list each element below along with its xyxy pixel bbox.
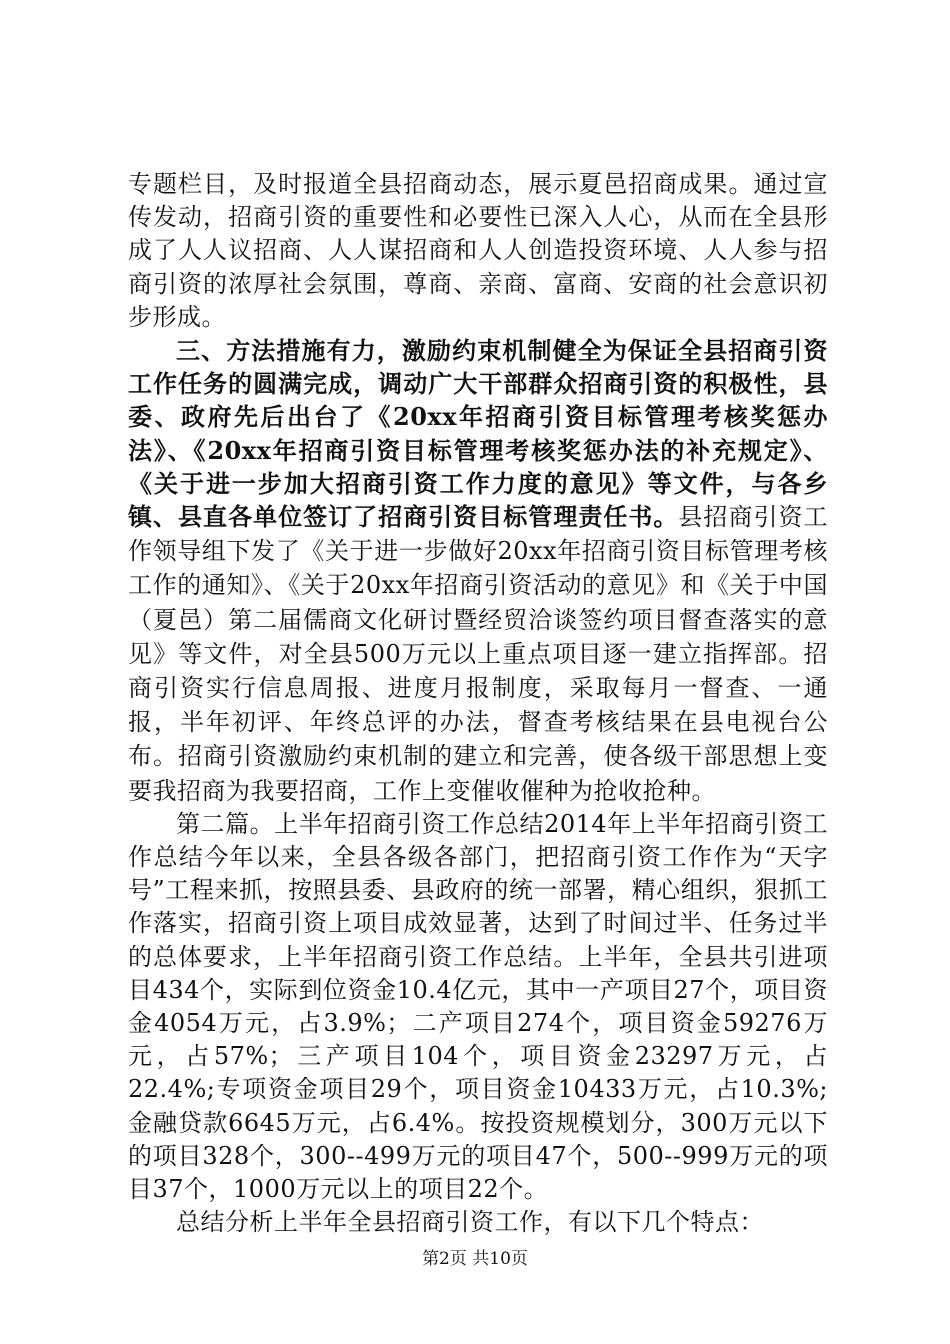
paragraph-second-article: 第二篇。上半年招商引资工作总结2014年上半年招商引资工作总结今年以来，全县各级各部门，把招商引资工作作为“天字号”工程来抓，按照县委、县政府的统一部署，精心组织，狠抓工作落实，招商引资上项目成效显著，达到了时间过半、任务过半的总体要求，上半年招商引资工作总结。上半年，全县共引进项目434个，实际到位资金10.4亿元，其中一产项目27个，项目资金4054万元，占3.9%；二产项目274个，项目资金59276万元，占57%；三产项目104个，项目资金23297万元，占22.4%;专项资金项目29个，项目资金10433万元，占10.3%;金融贷款6645万元，占6.4%。按投资规模划分，300万元以下的项目328个，300--499万元的项目47个，500--999万元的项目37个，1000万元以上的项目22个。 [128, 809, 828, 1204]
paragraph-section-three-text: 三、方法措施有力，激励约束机制健全为保证全县招商引资工作任务的圆满完成，调动广大干部群众招商引资的积极性，县委、政府先后出台了《20xx年招商引资目标管理考核奖惩办法》、《20xx年招商引资目标管理考核奖惩办法的补充规定》、《关于进一步加大招商引资工作力度的意见》等文件，与各乡镇、县直各单位签订了招商引资目标管理责任书。 [128, 336, 828, 532]
page-number-footer: 第2页 共10页 [422, 1249, 528, 1269]
paragraph-section-three [128, 334, 828, 808]
paragraph-publicity: 专题栏目，及时报道全县招商动态，展示夏邑招商成果。通过宣传发动，招商引资的重要性和必要性已深入人心，从而在全县形成了人人议招商、人人谋招商和人人创造投资环境、人人参与招商引资的浓厚社会氛围，尊商、亲商、富商、安商的社会意识初步形成。 [128, 170, 828, 331]
document-body [128, 168, 828, 1240]
paragraph-section-three-continued: 县招商引资工作领导组下发了《关于进一步做好20xx年招商引资目标管理考核工作的通知》、《关于20xx年招商引资活动的意见》和《关于中国（夏邑）第二届儒商文化研讨暨经贸洽谈签约项目督查落实的意见》等文件，对全县500万元以上重点项目逐一建立指挥部。招商引资实行信息周报、进度月报制度，采取每月一督查、一通报，半年初评、年终总评的办法，督查考核结果在县电视台公布。招商引资激励约束机制的建立和完善，使各级干部思想上变要我招商为我要招商，工作上变催收催种为抢收抢种。 [128, 503, 828, 805]
paragraph-summary-features: 总结分析上半年全县招商引资工作，有以下几个特点： [176, 1208, 764, 1237]
